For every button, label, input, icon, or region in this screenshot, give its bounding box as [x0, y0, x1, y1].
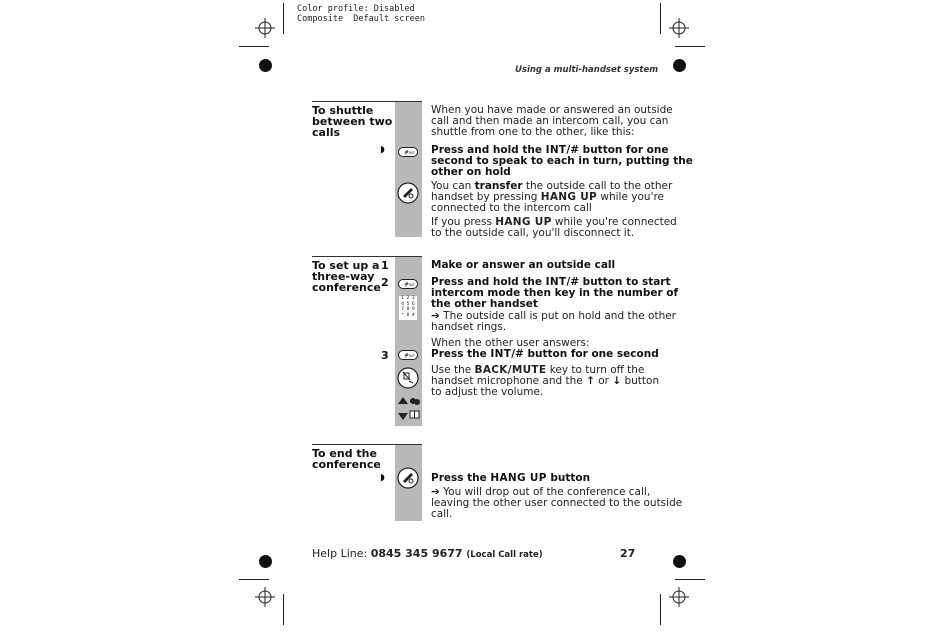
help-phone: 0845 345 9677	[370, 547, 463, 560]
title-line: conference	[312, 281, 381, 294]
conf-volume-note	[431, 365, 659, 399]
title-line: To set up a	[312, 259, 380, 272]
text-line: call.	[431, 508, 453, 521]
text-line: You can transfer the outside call to the other	[431, 180, 673, 192]
shuttle-step	[431, 145, 693, 179]
shuttle-intro	[431, 105, 673, 139]
crop-mark	[660, 594, 661, 625]
shuttle-disconnect	[431, 217, 677, 239]
text-line: shuttle from one to the other, like this:	[431, 126, 635, 139]
section-title-conference	[312, 260, 381, 293]
step-marker-icon: ◗	[380, 145, 385, 155]
svg-text:INT: INT	[409, 283, 415, 287]
print-info	[297, 4, 425, 24]
crop-mark	[675, 579, 705, 580]
int-button-icon	[398, 279, 418, 289]
conf-step-2-note	[431, 311, 676, 333]
text-line: Press and hold the INT/# button to start	[431, 276, 671, 288]
text-line: Press and hold the INT/# button for one	[431, 144, 669, 156]
hang-up-icon	[397, 467, 419, 489]
mute-icon	[397, 367, 419, 389]
step-marker-icon: ◗	[380, 473, 385, 483]
registration-mark	[669, 18, 689, 38]
step-number: 2	[381, 276, 389, 289]
registration-mark	[669, 587, 689, 607]
help-line	[312, 547, 543, 560]
text-line: handset by pressing HANG UP while you're	[431, 191, 664, 204]
text-line: second to speak to each in turn, putting the	[431, 155, 693, 168]
text-line: to adjust the volume.	[431, 386, 544, 399]
text-line: leaving the other user connected to the outside	[431, 497, 683, 510]
registration-dot	[673, 555, 686, 568]
title-line: between two	[312, 115, 393, 128]
crop-mark	[660, 3, 661, 34]
crop-mark	[283, 3, 284, 34]
title-line: To shuttle	[312, 104, 374, 117]
conf-step-3: Press the INT/# button for one second	[431, 348, 659, 360]
registration-dot	[259, 555, 272, 568]
keypad-icon: 1 2 3 4 5 6 7 8 9 * 0 #	[399, 296, 417, 320]
svg-text:INT: INT	[409, 151, 415, 155]
section-title-end	[312, 448, 381, 470]
svg-text:#: #	[404, 352, 410, 360]
text-line: handset rings.	[431, 321, 507, 334]
text-line: handset microphone and the ↑ or ↓ button	[431, 375, 660, 388]
shuttle-transfer	[431, 181, 672, 215]
text-line: call and then made an intercom call, you can	[431, 115, 669, 128]
step-number: 1	[381, 259, 389, 272]
help-rate: (Local Call rate)	[466, 550, 543, 560]
text-line: When you have made or answered an outside	[431, 104, 673, 116]
crop-mark	[239, 46, 269, 47]
page-number: 27	[620, 547, 636, 560]
text-line: If you press HANG UP while you're connected	[431, 216, 677, 228]
running-header: Using a multi-handset system	[515, 65, 659, 75]
conf-step-3-pre: When the other user answers:	[431, 337, 590, 349]
text-line: to the outside call, you'll disconnect it.	[431, 227, 635, 240]
svg-text:#: #	[404, 281, 410, 289]
crop-mark	[239, 579, 269, 580]
title-line: To end the	[312, 447, 377, 460]
text-line: connected to the intercom call	[431, 202, 592, 215]
int-button-icon	[398, 350, 418, 360]
text-line: Use the BACK/MUTE key to turn off the	[431, 364, 645, 376]
step-number: 3	[381, 349, 389, 362]
title-line: three-way	[312, 270, 375, 283]
help-label: Help Line:	[312, 547, 371, 560]
icon-column	[395, 102, 422, 237]
end-step: Press the HANG UP button	[431, 472, 591, 484]
text-line: ➔ The outside call is put on hold and the other	[431, 310, 676, 322]
title-line: conference	[312, 458, 381, 471]
svg-text:#: #	[404, 149, 410, 157]
svg-text:INT: INT	[409, 354, 415, 358]
crop-mark	[283, 594, 284, 625]
arrow-bullet-icon: ➔	[431, 486, 440, 498]
conf-step-1: Make or answer an outside call	[431, 259, 616, 271]
text-line: intercom mode then key in the number of	[431, 287, 679, 300]
int-button-icon	[398, 147, 418, 157]
end-note	[431, 487, 682, 521]
registration-mark	[255, 18, 275, 38]
arrow-bullet-icon: ➔	[431, 310, 440, 322]
title-line: calls	[312, 126, 341, 139]
volume-up-down-icon	[397, 394, 421, 424]
text-line: other on hold	[431, 166, 511, 179]
print-info-line2: Composite Default screen	[297, 14, 425, 24]
text-line: ➔ You will drop out of the conference call,	[431, 486, 651, 498]
print-info-line1: Color profile: Disabled	[297, 4, 415, 14]
section-title-shuttle	[312, 105, 392, 138]
registration-dot	[673, 59, 686, 72]
down-arrow-icon: ↓	[612, 375, 622, 388]
registration-mark	[255, 587, 275, 607]
up-arrow-icon: ↑	[586, 375, 595, 388]
text-line: the other handset	[431, 298, 538, 311]
registration-dot	[259, 59, 272, 72]
conf-step-2	[431, 277, 678, 311]
crop-mark	[675, 46, 705, 47]
hang-up-icon	[397, 182, 419, 204]
